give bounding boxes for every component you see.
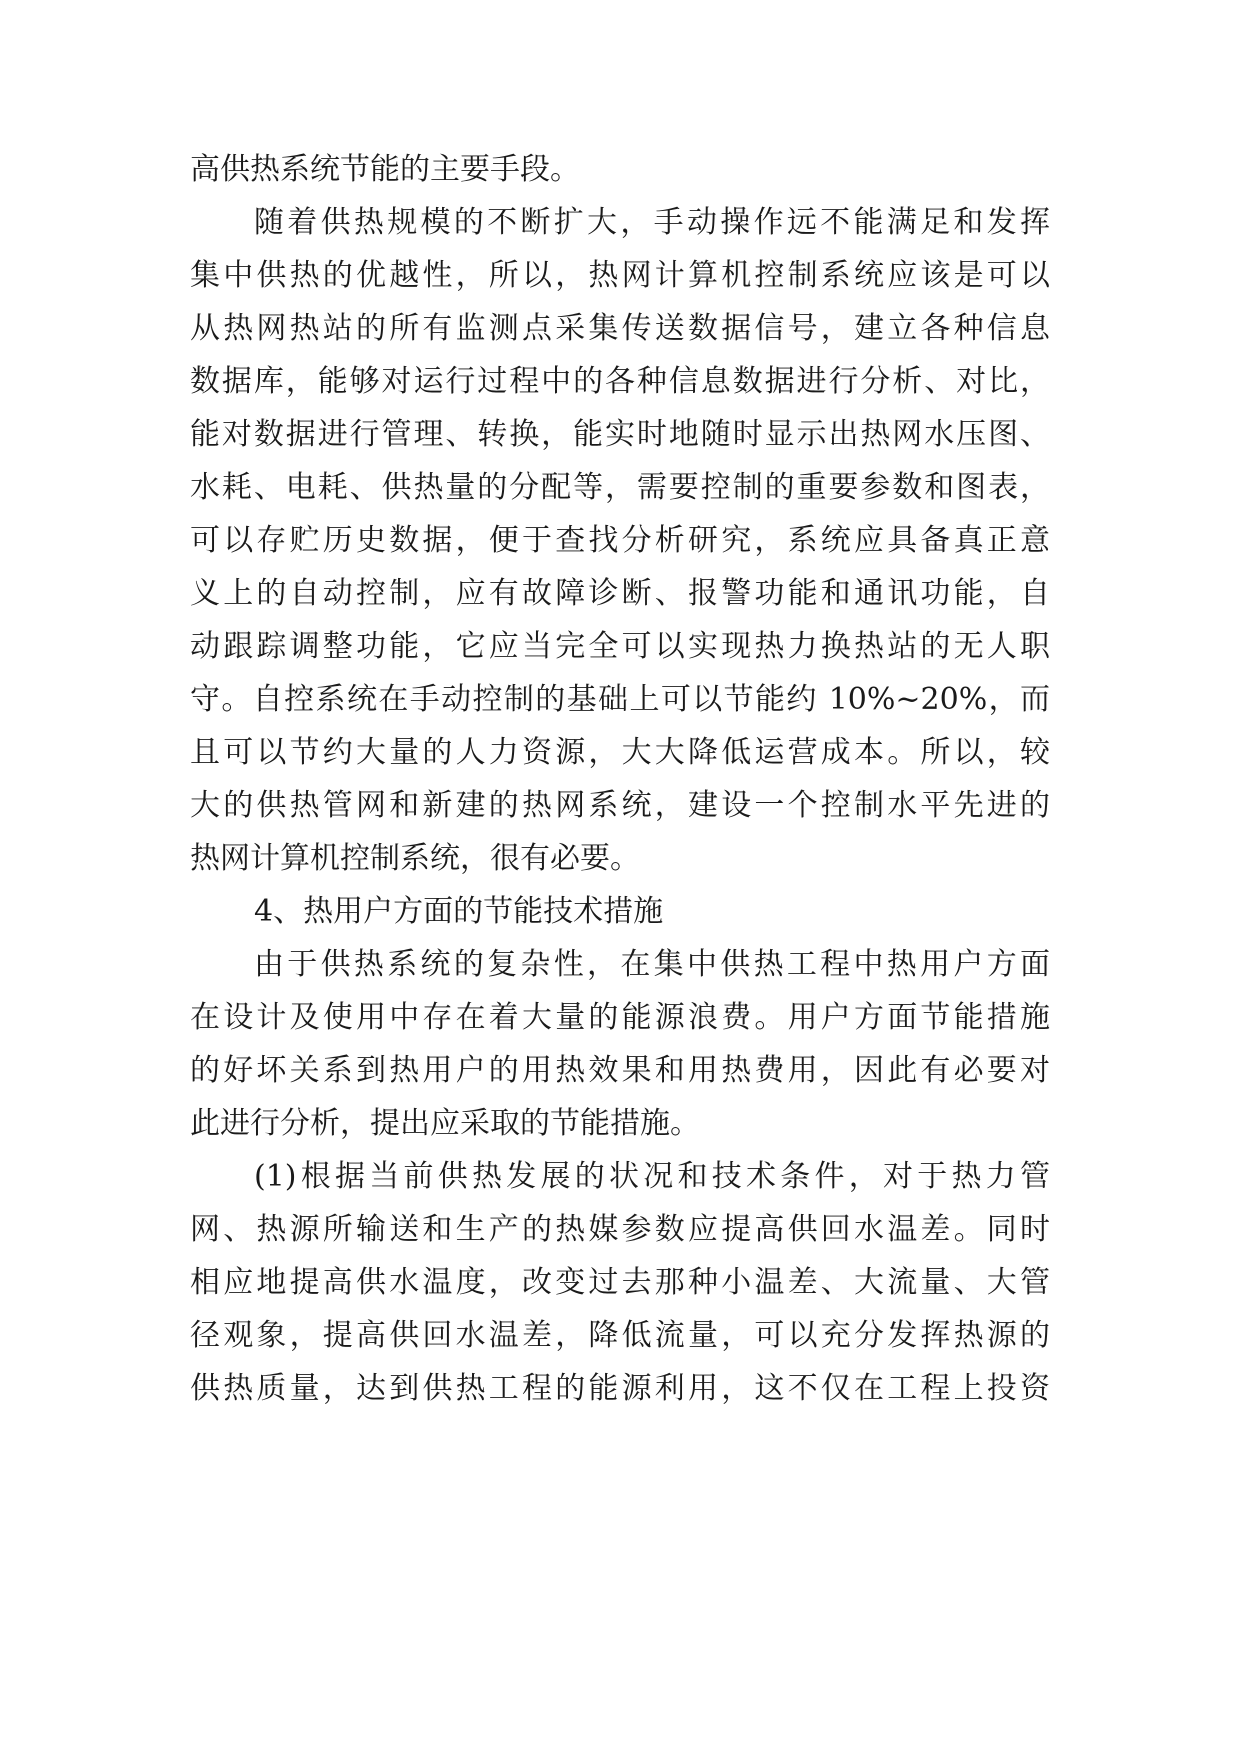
text-line: 在设计及使用中存在着大量的能源浪费。用户方面节能措施 (190, 1000, 1050, 1035)
section-heading: 4、热用户方面的节能技术措施 (254, 894, 664, 929)
text-line: 数据库，能够对运行过程中的各种信息数据进行分析、对比， (190, 364, 1050, 399)
text-line: 守。自控系统在手动控制的基础上可以节能约 10%~20%，而 (190, 682, 1050, 717)
text-line: 供热质量，达到供热工程的能源利用，这不仅在工程上投资 (190, 1371, 1050, 1406)
paragraph-first-line: (1)根据当前供热发展的状况和技术条件，对于热力管 (254, 1159, 1050, 1194)
paragraph-first-line: 由于供热系统的复杂性，在集中供热工程中热用户方面 (254, 947, 1050, 982)
text-line: 大的供热管网和新建的热网系统，建设一个控制水平先进的 (190, 788, 1050, 823)
text-line: 且可以节约大量的人力资源，大大降低运营成本。所以，较 (190, 735, 1050, 770)
text-line: 义上的自动控制，应有故障诊断、报警功能和通讯功能，自 (190, 576, 1050, 611)
text-line: 此进行分析，提出应采取的节能措施。 (190, 1106, 700, 1141)
text-line: 集中供热的优越性，所以，热网计算机控制系统应该是可以 (190, 258, 1050, 293)
paragraph-first-line: 随着供热规模的不断扩大，手动操作远不能满足和发挥 (254, 205, 1050, 240)
text-line: 高供热系统节能的主要手段。 (190, 152, 580, 187)
text-line: 动跟踪调整功能，它应当完全可以实现热力换热站的无人职 (190, 629, 1050, 664)
text-line: 网、热源所输送和生产的热媒参数应提高供回水温差。同时 (190, 1212, 1050, 1247)
text-line: 的好坏关系到热用户的用热效果和用热费用，因此有必要对 (190, 1053, 1050, 1088)
text-line: 相应地提高供水温度，改变过去那种小温差、大流量、大管 (190, 1265, 1050, 1300)
text-line: 从热网热站的所有监测点采集传送数据信号，建立各种信息 (190, 311, 1050, 346)
text-line: 径观象，提高供回水温差，降低流量，可以充分发挥热源的 (190, 1318, 1050, 1353)
text-line: 水耗、电耗、供热量的分配等，需要控制的重要参数和图表， (190, 470, 1050, 505)
text-line: 热网计算机控制系统，很有必要。 (190, 841, 640, 876)
text-line: 可以存贮历史数据，便于查找分析研究，系统应具备真正意 (190, 523, 1050, 558)
text-line: 能对数据进行管理、转换，能实时地随时显示出热网水压图、 (190, 417, 1050, 452)
